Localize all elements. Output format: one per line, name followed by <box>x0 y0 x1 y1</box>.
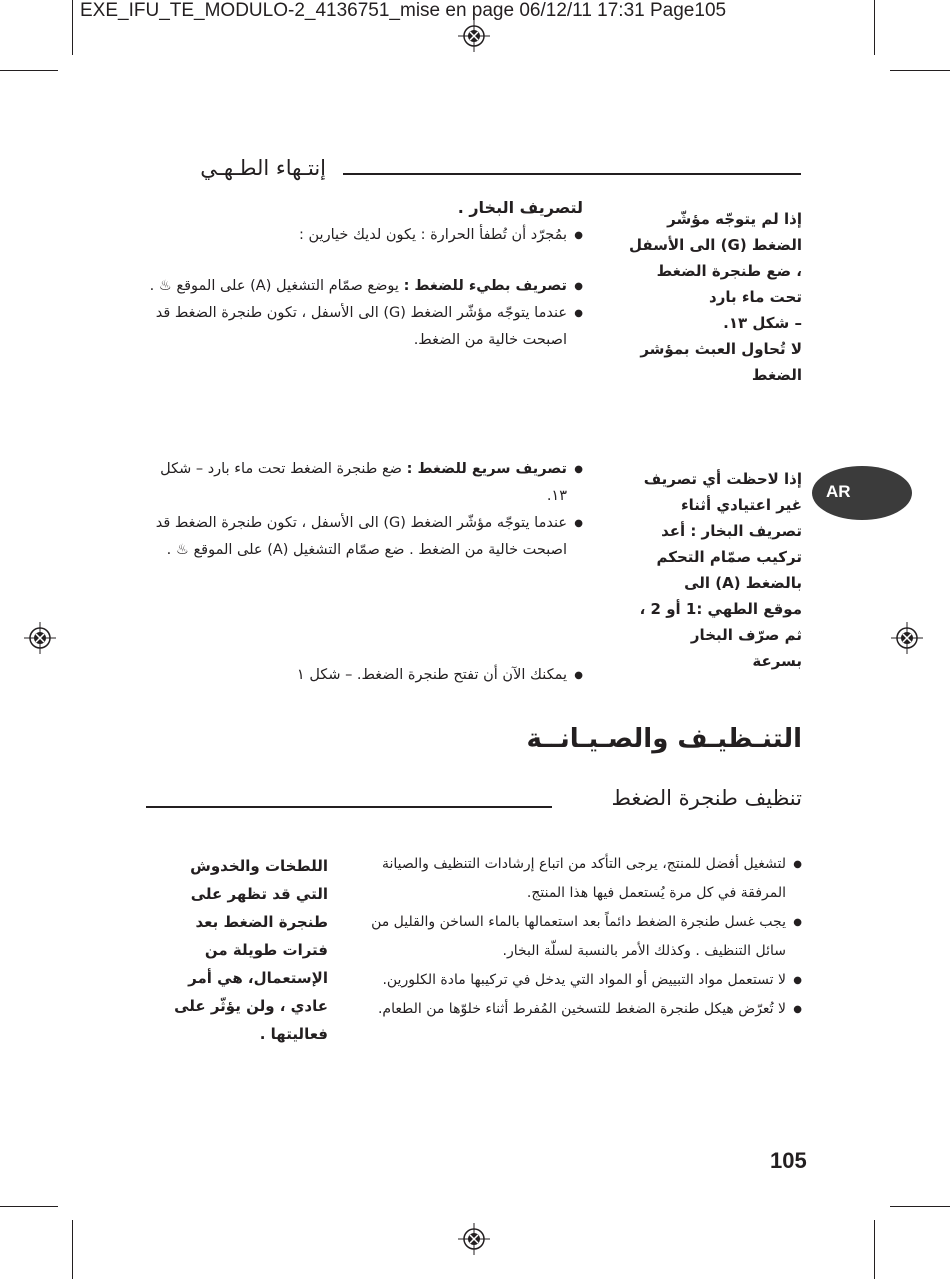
subsection-title-cleaning: تنظيف طنجرة الضغط <box>611 786 802 810</box>
registration-mark-top-icon <box>458 20 490 52</box>
list-item: ● عندما يتوجّه مؤشّر الضغط (G) الى الأسفل ، تكون طنجرة الضغط قد اصبحت خالية من الضغط . ضع صمّام التشغيل (A) على الموقع ♨ . <box>146 510 583 564</box>
list-item: ● يجب غسل طنجرة الضغط دائماً بعد استعمالها بالماء الساخن والقليل من سائل التنظيف . وكذلك الأمر بالنسبة لسلّة البخار. <box>362 908 802 966</box>
slug-line: EXE_IFU_TE_MODULO-2_4136751_mise en page 06/12/11 17:31 Page105 <box>80 0 727 21</box>
section-title-rule <box>343 173 801 175</box>
cleaning-instructions <box>362 850 802 1024</box>
crop-mark-top-right-h <box>890 70 950 71</box>
crop-mark-top-left-v <box>72 0 73 55</box>
list-item: ● لتشغيل أفضل للمنتج، يرجى التأكد من اتباع إرشادات التنظيف والصيانة المرفقة في كل مرة يُستعمل فيها هذا المنتج. <box>362 850 802 908</box>
list-item: ● لا تستعمل مواد التبييض أو المواد التي يدخل في تركيبها مادة الكلورين. <box>362 966 802 995</box>
registration-mark-right-icon <box>891 622 923 654</box>
side-note-stains: اللطخات والخدوش التي قد تظهر على طنجرة الضغط بعد فترات طويلة من الإستعمال، هي أمر عادي ، ولن يؤثّر على فعاليتها . <box>174 857 328 1043</box>
language-badge: AR <box>812 466 912 520</box>
list-item: ● لا تُعرّض هيكل طنجرة الضغط للتسخين المُفرط أثناء خلوّها من الطعام. <box>362 995 802 1024</box>
open-cooker-block <box>146 662 583 689</box>
section-title-cleaning-maintenance: التنـظيـف والصـيـانــة <box>526 724 802 754</box>
crop-mark-bottom-right-v <box>874 1220 875 1279</box>
crop-mark-top-left-h <box>0 70 58 71</box>
registration-mark-left-icon <box>24 622 56 654</box>
list-item: ● تصريف سريع للضغط : ضع طنجرة الضغط تحت ماء بارد – شكل ١٣. <box>146 456 583 510</box>
list-item: ● تصريف بطيء للضغط : يوضع صمّام التشغيل (A) على الموقع ♨ . <box>146 273 583 300</box>
side-note-pressure-indicator: إذا لم يتوجّه مؤشّر الضغط (G) الى الأسفل ، ضع طنجرة الضغط تحت ماء بارد – شكل ١٣. لا تُحاول العبث بمؤشر الضغط <box>629 210 802 384</box>
crop-mark-bottom-left-h <box>0 1206 58 1207</box>
side-note-abnormal-release: إذا لاحظت أي تصريف غير اعتيادي أثناء تصريف البخار : أعد تركيب صمّام التحكم بالضغط (A) الى موقع الطهي :1 أو 2 ، ثم صرّف البخار بسرعة <box>639 470 802 670</box>
section-title-end-of-cooking: إنتـهاء الطـهـي <box>200 156 326 180</box>
steam-release-block <box>146 194 583 354</box>
list-item: ● يمكنك الآن أن تفتح طنجرة الضغط. – شكل ١ <box>146 662 583 689</box>
page-number: 105 <box>770 1148 807 1173</box>
crop-mark-bottom-right-h <box>890 1206 950 1207</box>
registration-mark-bottom-icon <box>458 1223 490 1255</box>
steam-release-heading: لتصريف البخار . <box>457 198 583 217</box>
list-item: ● عندما يتوجّه مؤشّر الضغط (G) الى الأسفل ، تكون طنجرة الضغط قد اصبحت خالية من الضغط. <box>146 300 583 354</box>
fast-release-block <box>146 456 583 564</box>
subsection-title-rule <box>146 806 552 808</box>
list-item: ● بمُجرّد أن تُطفأ الحرارة : يكون لديك خيارين : <box>146 222 583 249</box>
crop-mark-top-right-v <box>874 0 875 55</box>
crop-mark-bottom-left-v <box>72 1220 73 1279</box>
